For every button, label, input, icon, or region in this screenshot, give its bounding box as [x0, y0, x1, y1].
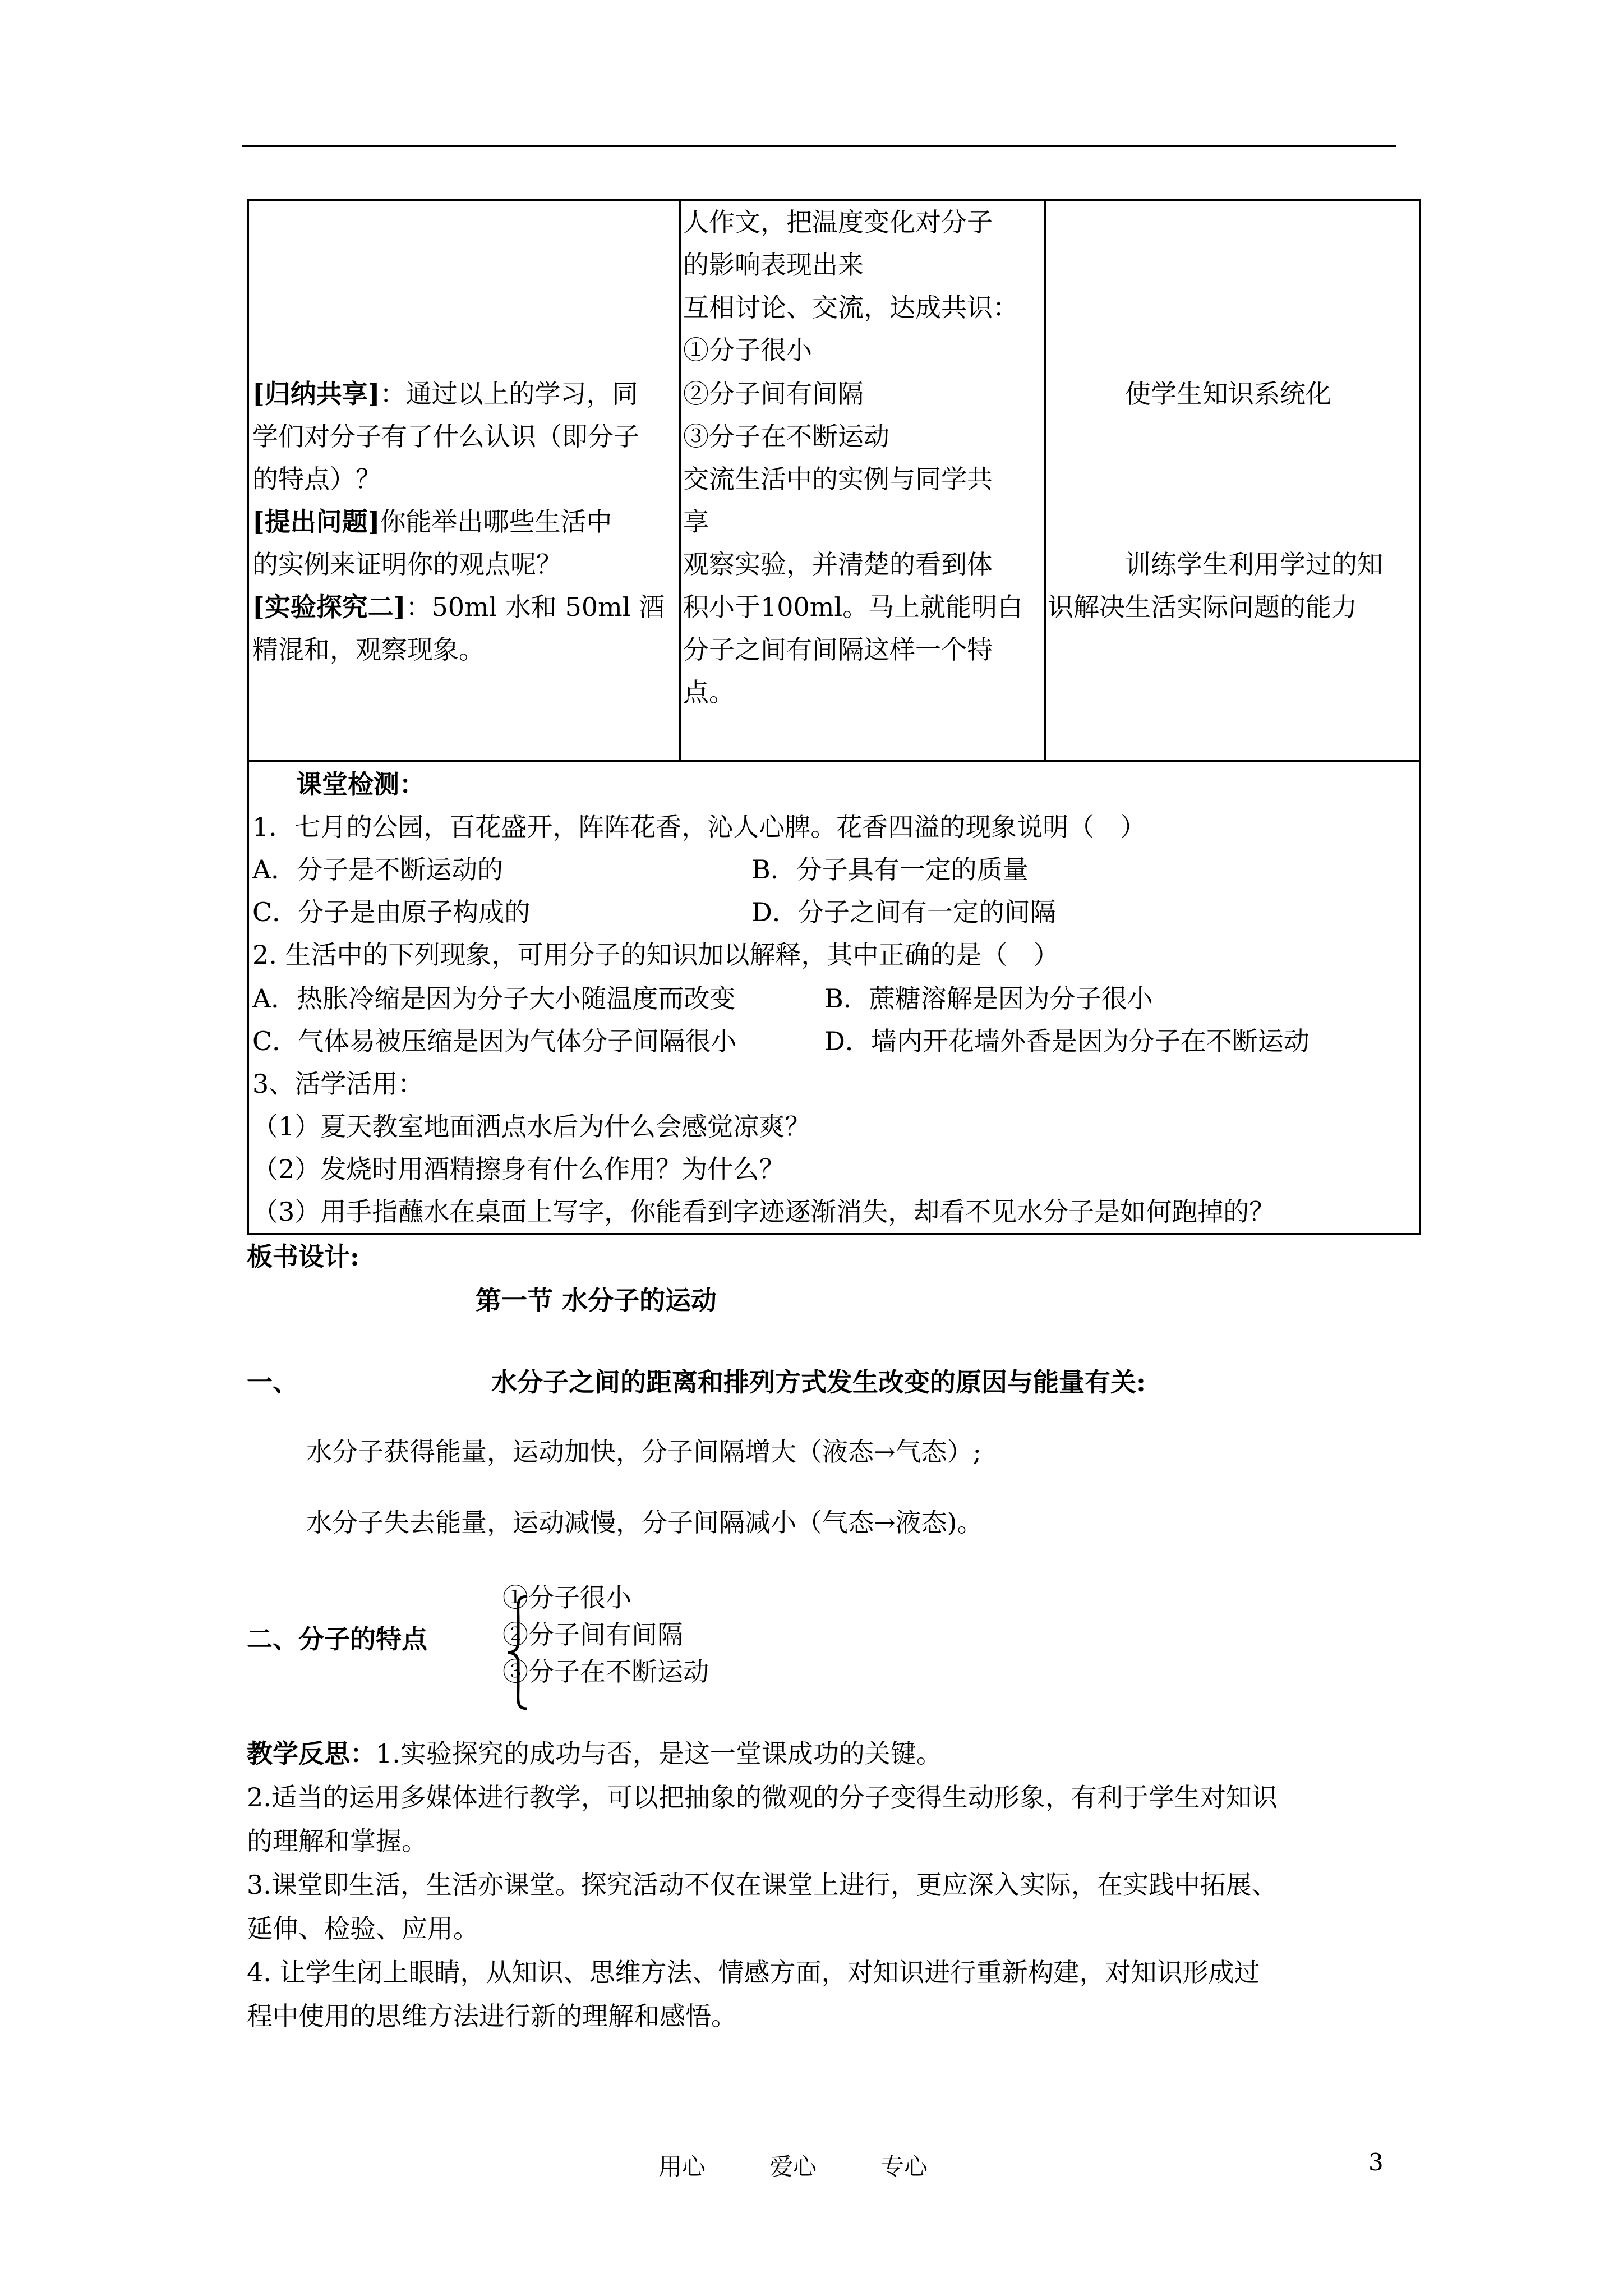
- table-right-border: [1419, 199, 1421, 1235]
- col2-line-3: 互相讨论、交流，达成共识：: [683, 292, 1018, 323]
- test-q2-option-d: D．墙内开花墙外香是因为分子在不断运动: [824, 1026, 1310, 1056]
- board-section2-item3: ③分子在不断运动: [502, 1657, 709, 1687]
- reflection-line-4: 3.课堂即生活，生活亦课堂。探究活动不仅在课堂上进行，更应深入实际，在实践中拓展、: [247, 1870, 1278, 1900]
- board-section2-item2: ②分子间有间隔: [502, 1619, 683, 1650]
- col2-line-5: ②分子间有间隔: [683, 379, 864, 409]
- col2-line-1: 人作文，把温度变化对分子: [683, 207, 993, 237]
- reflection-line-2: 2.适当的运用多媒体进行教学，可以把抽象的微观的分子变得生动形象，有利于学生对知识: [247, 1782, 1278, 1812]
- table-col-divider-1: [679, 199, 681, 762]
- col1-line-5: 的实例来证明你的观点呢？: [252, 549, 562, 579]
- col2-line-6: ③分子在不断运动: [683, 421, 889, 452]
- footer-motto-3: 专心: [880, 2153, 928, 2180]
- table-mid-border: [247, 760, 1421, 762]
- col2-line-7: 交流生活中的实例与同学共: [683, 464, 993, 494]
- board-section1-line2: 水分子失去能量，运动减慢，分子间隔减小（气态→液态)。: [306, 1507, 983, 1538]
- table-col-divider-2: [1044, 199, 1046, 762]
- test-q2-option-c: C．气体易被压缩是因为气体分子间隔很小: [252, 1026, 737, 1056]
- test-q1-option-d: D．分子之间有一定的间隔: [751, 897, 1056, 927]
- board-section1-number: 一、: [247, 1367, 298, 1397]
- board-section1-title: 水分子之间的距离和排列方式发生改变的原因与能量有关:: [491, 1367, 1146, 1397]
- col2-line-11: 分子之间有间隔这样一个特: [683, 634, 993, 665]
- col2-line-2: 的影响表现出来: [683, 250, 864, 280]
- table-left-border: [247, 199, 249, 1235]
- footer-motto-1: 用心: [658, 2153, 706, 2180]
- col1-line-7: 精混和，观察现象。: [252, 634, 485, 665]
- test-q1: 1．七月的公园，百花盛开，阵阵花香，沁人心脾。花香四溢的现象说明（ ）: [252, 812, 1146, 842]
- page-number: 3: [1368, 2148, 1384, 2176]
- test-q2: 2. 生活中的下列现象，可用分子的知识加以解释，其中正确的是（ ）: [252, 940, 1059, 970]
- test-q1-option-a: A．分子是不断运动的: [252, 854, 504, 885]
- col3-line-2: 训练学生利用学过的知: [1125, 549, 1383, 579]
- col1-line-4: [提出问题]你能举出哪些生活中: [252, 507, 612, 537]
- reflection-line-7: 程中使用的思维方法进行新的理解和感悟。: [247, 2001, 737, 2031]
- col2-line-10: 积小于100ml。马上就能明白: [683, 592, 1023, 622]
- header-rule: [242, 145, 1396, 147]
- col1-line-6: [实验探究二]：50ml 水和 50ml 酒: [252, 592, 665, 622]
- board-title: 第一节 水分子的运动: [476, 1285, 717, 1315]
- test-q1-option-c: C．分子是由原子构成的: [252, 897, 531, 927]
- test-q1-option-b: B．分子具有一定的质量: [751, 854, 1029, 885]
- board-label: 板书设计:: [247, 1241, 359, 1272]
- reflection-line-5: 延伸、检验、应用。: [247, 1913, 479, 1944]
- col1-line-1: [归纳共享]：通过以上的学习，同: [252, 379, 638, 409]
- reflection-line-6: 4. 让学生闭上眼睛，从知识、思维方法、情感方面，对知识进行重新构建，对知识形成过: [247, 1957, 1260, 1987]
- col2-line-8: 享: [683, 507, 709, 537]
- col1-line-2: 学们对分子有了什么认识（即分子: [252, 421, 639, 452]
- col3-line-1: 使学生知识系统化: [1125, 379, 1331, 409]
- col2-line-9: 观察实验，并清楚的看到体: [683, 549, 993, 579]
- reflection-line-1: 教学反思：1.实验探究的成功与否，是这一堂课成功的关键。: [247, 1738, 942, 1769]
- footer-motto-2: 爱心: [769, 2153, 817, 2180]
- col2-line-12: 点。: [683, 677, 735, 707]
- col2-line-4: ①分子很小: [683, 335, 812, 365]
- curly-brace: [505, 1593, 538, 1712]
- col3-line-3: 识解决生活实际问题的能力: [1048, 592, 1357, 622]
- test-q3-3: （3）用手指蘸水在桌面上写字，你能看到字迹逐渐消失，却看不见水分子是如何跑掉的？: [252, 1197, 1275, 1227]
- board-section1-line1: 水分子获得能量，运动加快，分子间隔增大（液态→气态）;: [306, 1437, 982, 1467]
- test-title: 课堂检测：: [296, 769, 425, 799]
- reflection-line-3: 的理解和掌握。: [247, 1826, 427, 1856]
- board-section2-title: 二、分子的特点: [247, 1624, 427, 1654]
- test-q2-option-a: A．热胀冷缩是因为分子大小随温度而改变: [252, 983, 736, 1014]
- test-q2-option-b: B．蔗糖溶解是因为分子很小: [824, 983, 1153, 1014]
- table-bottom-border: [247, 1233, 1421, 1235]
- test-q3: 3、活学活用：: [252, 1069, 424, 1099]
- board-section2-item1: ①分子很小: [502, 1582, 631, 1613]
- test-q3-2: （2）发烧时用酒精擦身有什么作用？为什么？: [252, 1154, 785, 1184]
- col1-line-3: 的特点）？: [252, 464, 381, 494]
- test-q3-1: （1）夏天教室地面洒点水后为什么会感觉凉爽？: [252, 1111, 811, 1142]
